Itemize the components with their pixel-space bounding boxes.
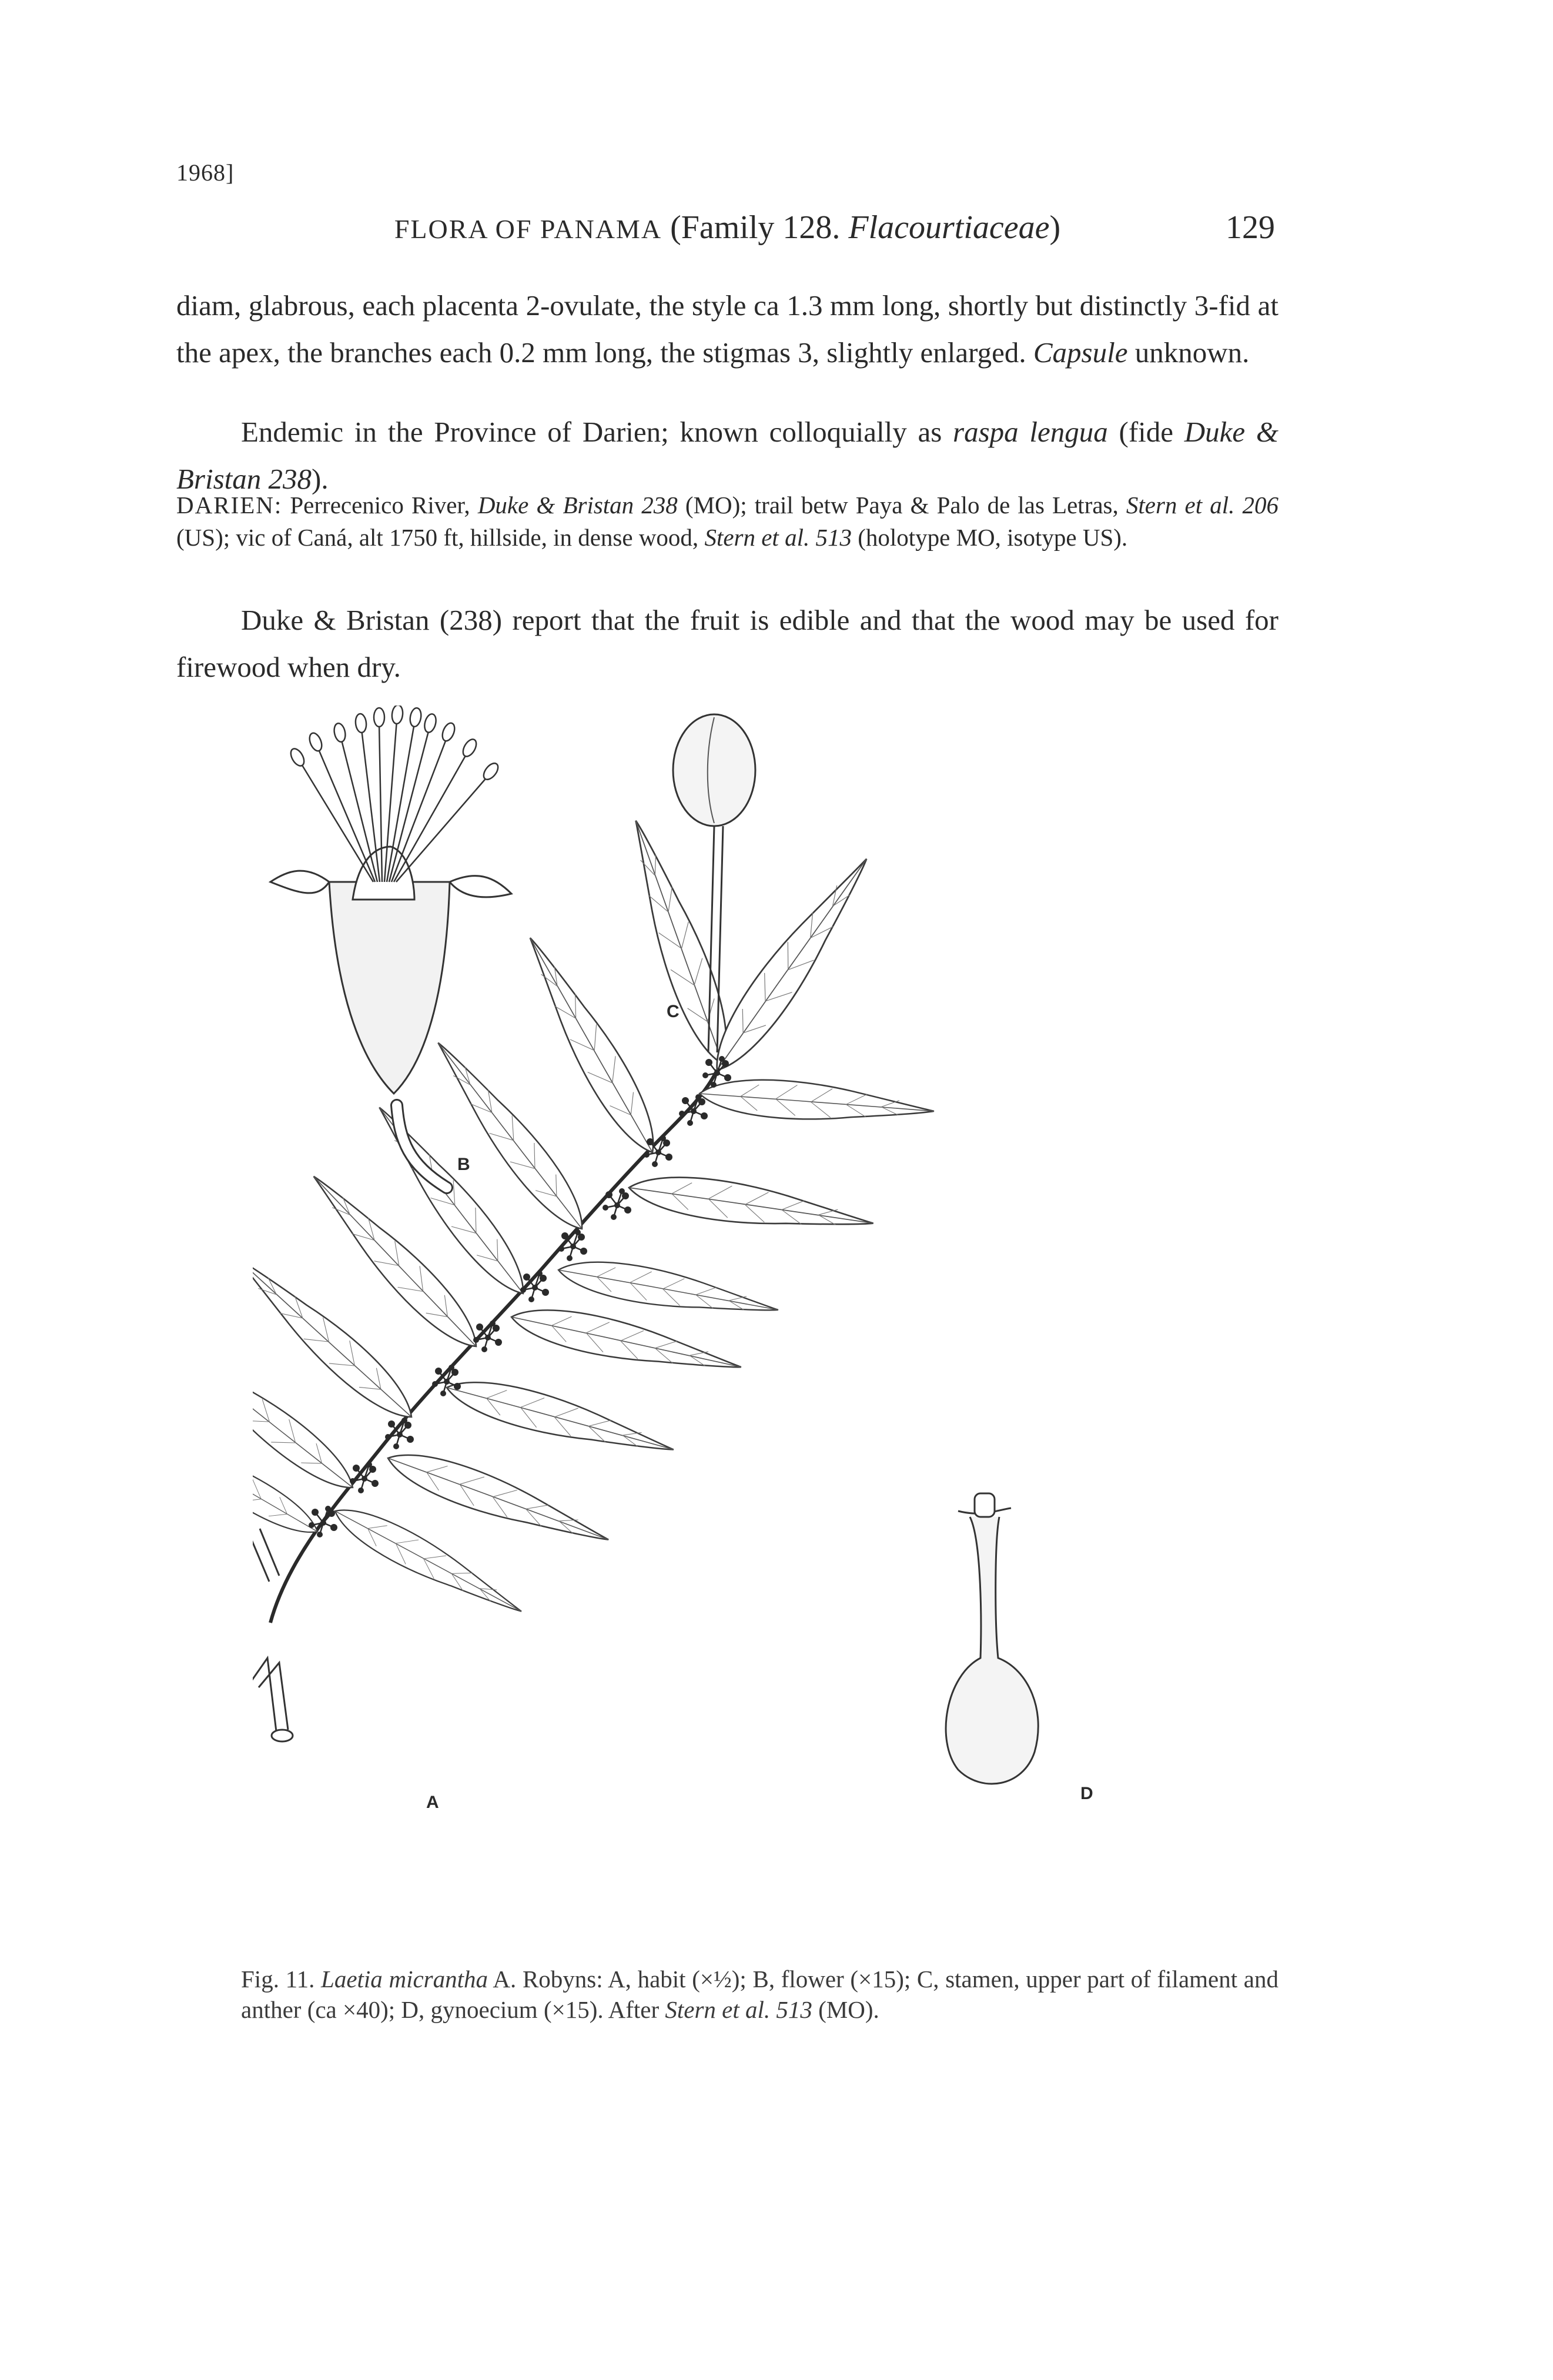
vernacular-name: raspa lengua: [953, 416, 1108, 448]
capsule-term: Capsule: [1033, 336, 1128, 369]
description-paragraph: [176, 282, 1278, 376]
distribution-text: Endemic in the Province of Darien; known colloquially as: [241, 416, 953, 448]
specimens-region: DARIEN:: [176, 492, 283, 519]
description-text-end: unknown.: [1127, 336, 1250, 369]
uses-paragraph: Duke & Bristan (238) report that the fruit is edible and that the wood may be used for firewood when dry.: [176, 604, 1278, 683]
running-head-close: ): [1049, 209, 1061, 246]
specimens-text-3: (US); vic of Caná, alt 1750 ft, hillside, in dense wood,: [176, 524, 705, 551]
label-d: D: [1080, 1784, 1093, 1803]
gynoecium-drawing: [946, 1493, 1038, 1784]
specimen-collector-1: Duke & Bristan 238: [477, 492, 678, 519]
page-number: 129: [1226, 209, 1275, 246]
distribution-text-mid: (fide: [1107, 416, 1184, 448]
caption-text-end: (MO).: [812, 1996, 879, 2023]
caption-species: Laetia micrantha: [321, 1965, 488, 1993]
running-head-family: (Family 128.: [670, 209, 841, 246]
illustration-svg: [253, 706, 1281, 1926]
label-a: A: [426, 1793, 439, 1812]
distribution-reference: Duke & Bristan 238: [176, 416, 1279, 495]
specimen-collector-3: Stern et al. 513: [704, 524, 852, 551]
specimens-text-2: (MO); trail betw Paya & Palo de las Letras,: [677, 492, 1126, 519]
figure-caption: [241, 1964, 1278, 2025]
specimens-paragraph: [176, 489, 1278, 554]
running-head-family-name: Flacourtiaceae: [848, 209, 1050, 246]
description-text: diam, glabrous, each placenta 2-ovulate, the style ca 1.3 mm long, shortly but distinctly 3-fid at the apex, the branches each 0.2 mm long, the stigmas 3, slightly enlarged.: [176, 289, 1278, 369]
distribution-text-end: ).: [312, 463, 329, 495]
label-b: B: [457, 1155, 470, 1174]
running-head-flora: FLORA OF PANAMA: [394, 214, 662, 244]
caption-fig-number: Fig. 11.: [241, 1965, 322, 1993]
caption-after: Stern et al. 513: [665, 1996, 812, 2023]
page-year: 1968]: [176, 159, 235, 186]
caption-text: A. Robyns: A, habit (×½); B, flower (×15); C, stamen, upper part of filament and anther (ca ×40); D, gynoecium (×15). After: [241, 1965, 1278, 2023]
label-c: C: [667, 1002, 680, 1021]
specimens-text-4: (holotype MO, isotype US).: [851, 524, 1128, 551]
running-head: [176, 209, 1278, 246]
specimens-text-1: Perrecenico River,: [282, 492, 478, 519]
botanical-illustration: [253, 706, 1281, 1926]
flower-drawing: [270, 706, 511, 1188]
specimen-collector-2: Stern et al. 206: [1126, 492, 1278, 519]
distribution-paragraph: [176, 409, 1278, 503]
